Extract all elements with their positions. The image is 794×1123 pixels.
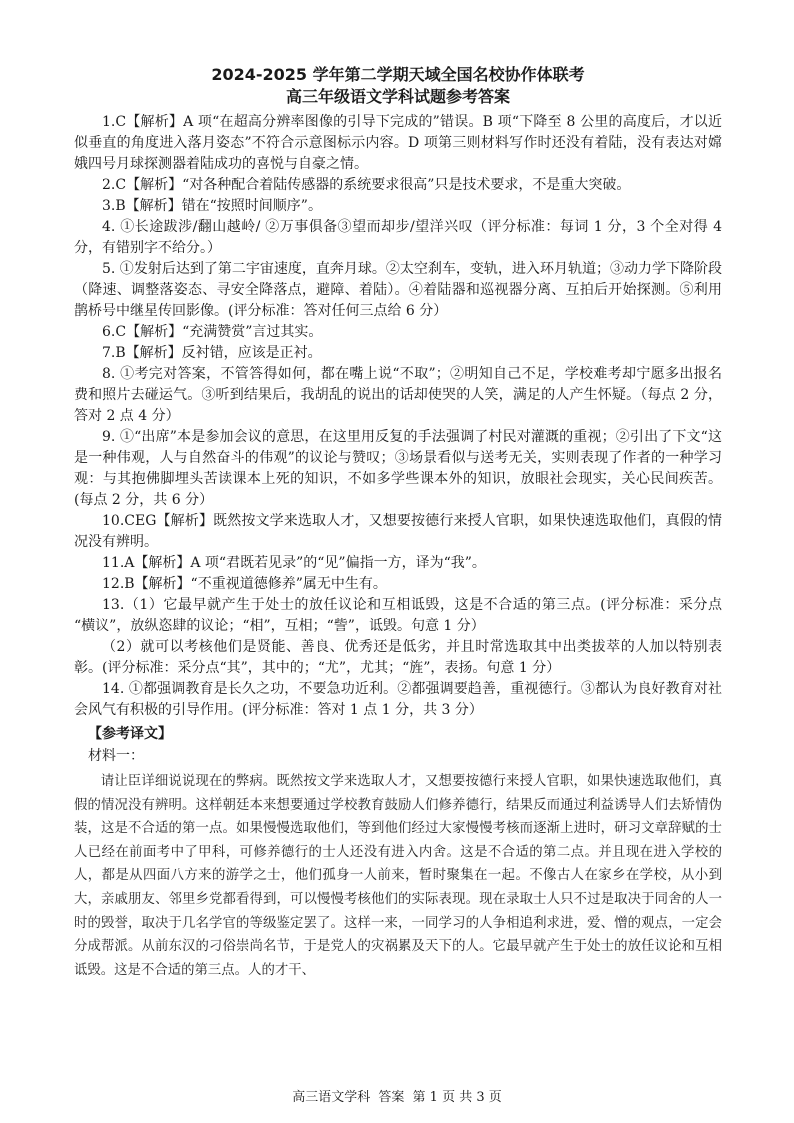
material-one-label: 材料一： <box>88 748 144 764</box>
footer-kind: 答案 <box>378 1090 405 1105</box>
answer-1: 1.C【解析】A 项“在超高分辨率图像的引导下完成的”错误。B 项“下降至 8 公里的高度后，才以近似垂直的角度进入落月姿态”不符合示意图标示内容。D 项第三则材料写作时还没有着陆，没有表达对嫦娥四号月球探测器着陆成功的喜悦与自豪之情。 <box>74 114 722 172</box>
answer-13-2: （2）就可以考核他们是贤能、善良、优秀还是低劣，并且时常选取其中出类拔萃的人加以特别表彰。(评分标准：采分点“其”，其中的；“尤”，尤其；“旌”，表扬。句意 1 分） <box>74 639 722 676</box>
answer-2: 2.C【解析】“对各种配合着陆传感器的系统要求很高”只是技术要求，不是重大突破。 <box>102 177 631 193</box>
page-footer <box>0 1086 794 1105</box>
answer-12: 12.B【解析】“不重视道德修养”属无中生有。 <box>102 576 387 592</box>
answer-3: 3.B【解析】错在“按照时间顺序”。 <box>102 198 322 214</box>
answer-14: 14. ①都强调教育是长久之功，不要急功近利。②都强调要趋善，重视德行。③都认为良好教育对社会风气有积极的引导作用。(评分标准：答对 1 点 1 分，共 3 分） <box>74 681 722 718</box>
translation-paragraph: 请让臣详细说说现在的弊病。既然按文学来选取人才，又想要按德行来授人官职，如果快速选取他们，真假的情况没有辨明。这样朝廷本来想要通过学校教育鼓励人们修养德行，结果反而通过利益诱导人们去矫情伪装，这是不合适的第一点。如果慢慢选取他们，等到他们经过大家慢慢考核而逐渐上进时，研习文章辞赋的士人已经在前面考中了甲科，可修养德行的士人还没有进入内舍。这是不合适的第二点。并且现在进入学校的人，都是从四面八方来的游学之士，他们孤身一人前来，暂时聚集在一起。不像古人在家乡在学校，从小到大，亲戚朋友、邻里乡党都看得到，可以慢慢考核他们的实际表现。现在录取士人只不过是取决于同舍的人一时的毁誉，取决于几名学官的等级鉴定罢了。这样一来，一同学习的人争相追利求进，爱、憎的观点，一定会分成帮派。从前东汉的刁俗崇尚名节，于是党人的灾祸累及天下的人。它最早就产生于处士的放任议论和互相诋毁。这是不合适的第三点。人的才干、 <box>74 773 722 977</box>
document-subtitle: 高三年级语文学科试题参考答案 <box>285 87 510 106</box>
answer-10: 10.CEG【解析】既然按文学来选取人才，又想要按德行来授人官职，如果快速选取他们，真假的情况没有辨明。 <box>74 513 722 550</box>
footer-subject: 高三语文学科 <box>292 1090 371 1105</box>
footer-page-number: 第 1 页 共 3 页 <box>412 1090 502 1105</box>
answer-11: 11.A【解析】A 项“君既若见录”的“见”偏指一方，译为“我”。 <box>102 555 486 571</box>
answer-8: 8. ①考完对答案，不管答得如何，都在嘴上说“不取”；②明知自己不足，学校难考却宁愿多出报名费和照片去碰运气。③听到结果后，我胡乱的说出的话却使哭的人笑，满足的人产生怀疑。（每点 2 分，答对 2 点 4 分） <box>74 366 722 424</box>
answer-13-1: 13.（1）它最早就产生于处士的放任议论和互相诋毁，这是不合适的第三点。(评分标准：采分点 “横议”，放纵恣肆的议论；“相”，互相；“訾”，诋毁。句意 1 分） <box>74 597 722 634</box>
answer-6: 6.C【解析】“充满赞赏”言过其实。 <box>102 324 323 340</box>
answer-sheet-page <box>74 64 722 981</box>
reference-translation-heading: 【参考译文】 <box>88 726 172 742</box>
answer-list <box>74 112 722 981</box>
answer-7: 7.B【解析】反衬错，应该是正衬。 <box>102 345 322 361</box>
answer-4: 4. ①长途跋涉/翻山越岭/ ②万事俱备③望而却步/望洋兴叹（评分标准：每词 1 分，3 个全对得 4 分，有错别字不给分。） <box>74 219 722 256</box>
answer-5: 5. ①发射后达到了第二宇宙速度，直奔月球。②太空刹车，变轨，进入环月轨道；③动力学下降阶段（降速、调整落姿态、寻安全降落点，避障、着陆）。④着陆器和巡视器分离、互拍后开始探测。⑤利用鹊桥号中继星传回影像。(评分标准：答对任何三点给 6 分） <box>74 261 722 319</box>
answer-9: 9. ①“出席”本是参加会议的意思，在这里用反复的手法强调了村民对灌溉的重视；②引出了下文“这是一种伟观，人与自然奋斗的伟观”的议论与赞叹；③场景看似与送考无关，实则表现了作者的一种学习观：与其抱佛脚埋头苦读课本上死的知识，不如多学些课本外的知识，放眼社会现实，关心民间疾苦。(每点 2 分，共 6 分） <box>74 429 722 508</box>
document-title: 2024-2025 学年第二学期天域全国名校协作体联考 <box>211 65 585 84</box>
